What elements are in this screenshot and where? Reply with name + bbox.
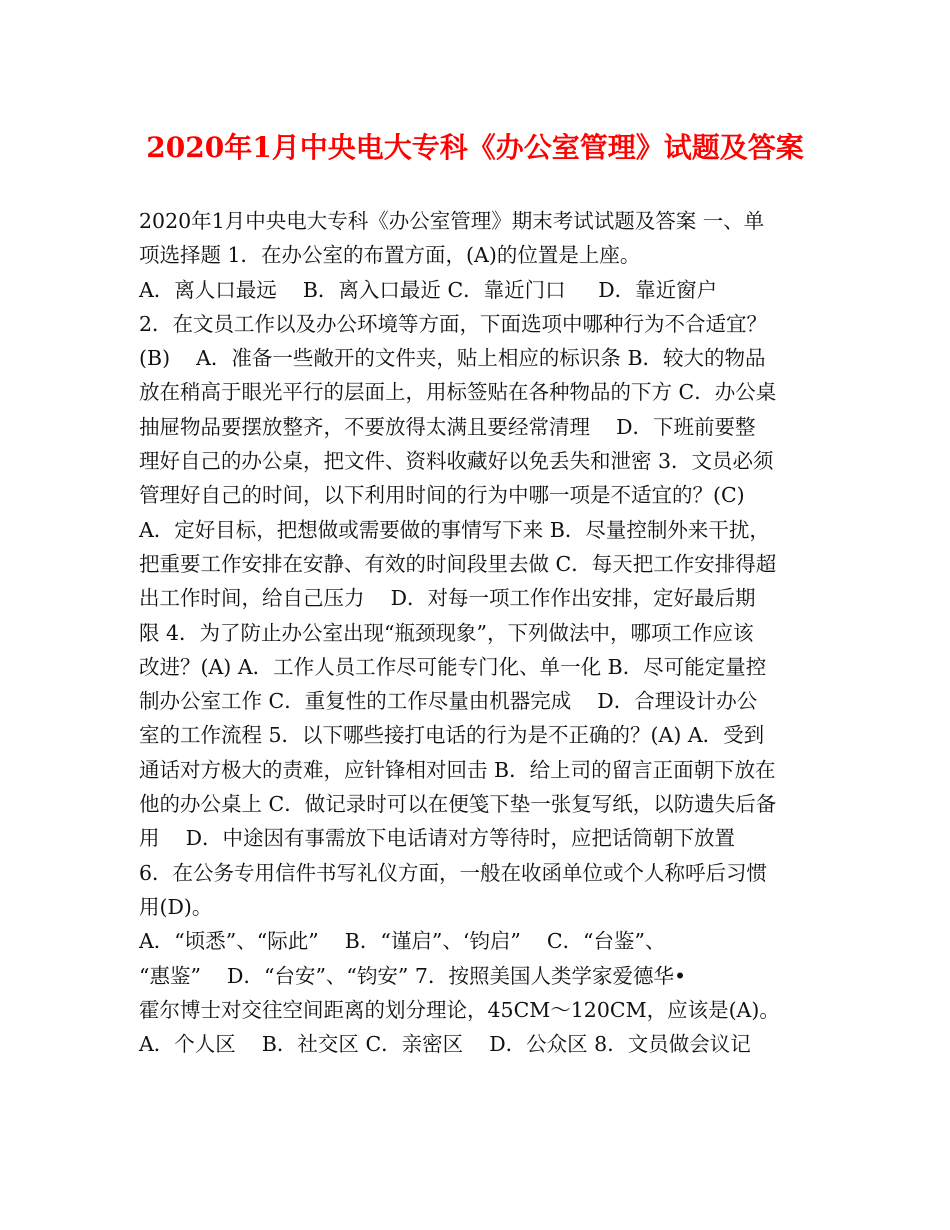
body-line: 2020年1月中央电大专科《办公室管理》期末考试试题及答案 一、单	[139, 209, 765, 233]
body-line: A．个人区 B．社交区 C．亲密区 D．公众区 8．文员做会议记	[139, 1032, 751, 1057]
document-title: 2020年1月中央电大专科《办公室管理》试题及答案	[146, 131, 804, 164]
body-line: 项选择题 1．在办公室的布置方面，(A)的位置是上座。	[139, 243, 641, 268]
body-line: 抽屉物品要摆放整齐，不要放得太满且要经常清理 D．下班前要整	[139, 414, 756, 439]
body-line: 改进？(A) A．工作人员工作尽可能专门化、单一化 B．尽可能定量控	[139, 654, 767, 679]
body-line: 用(D)。	[139, 894, 213, 919]
document-body	[139, 204, 829, 1061]
body-line: 理好自己的办公桌，把文件、资料收藏好以免丢失和泄密 3．文员必须	[139, 449, 774, 474]
body-line: 他的办公桌上 C．做记录时可以在便笺下垫一张复写纸，以防遗失后备	[139, 792, 777, 817]
body-line: 霍尔博士对交往空间距离的划分理论，45CM～120CM，应该是(A)。	[139, 997, 780, 1022]
body-line: 6．在公务专用信件书写礼仪方面，一般在收函单位或个人称呼后习惯	[139, 860, 768, 885]
body-line: 制办公室工作 C．重复性的工作尽量由机器完成 D．合理设计办公	[139, 689, 758, 714]
body-line: 把重要工作安排在安静、有效的时间段里去做 C．每天把工作安排得超	[139, 551, 777, 576]
body-line: 管理好自己的时间，以下利用时间的行为中哪一项是不适宜的？(C)	[139, 483, 745, 508]
body-line: A．“顷悉”、“际此” B．“谨启”、‘钧启” C．“台鉴”、	[139, 929, 666, 954]
body-line: A．离人口最远 B．离入口最近 C．靠近门口 D．靠近窗户	[139, 277, 718, 302]
body-line: 用 D．中途因有事需放下电话请对方等待时，应把话筒朝下放置	[139, 826, 735, 851]
body-line: 室的工作流程 5．以下哪些接打电话的行为是不正确的？(A) A．受到	[139, 723, 765, 748]
body-line: A．定好目标，把想做或需要做的事情写下来 B．尽量控制外来干扰，	[139, 517, 770, 542]
body-line: 出工作时间，给自己压力 D．对每一项工作作出安排，定好最后期	[139, 586, 756, 611]
body-line: 通话对方极大的责难，应针锋相对回击 B．给上司的留言正面朝下放在	[139, 757, 776, 782]
body-line: “惠鉴” D．“台安”、“钧安” 7．按照美国人类学家爱德华•	[139, 963, 687, 988]
body-line: 2．在文员工作以及办公环境等方面，下面选项中哪种行为不合适宜？	[139, 311, 768, 336]
body-line: 放在稍高于眼光平行的层面上，用标签贴在各种物品的下方 C．办公桌	[139, 380, 777, 405]
body-line: 限 4．为了防止办公室出现“瓶颈现象”，下列做法中，哪项工作应该	[139, 620, 754, 645]
body-line: (B) A．准备一些敞开的文件夹，贴上相应的标识条 B．较大的物品	[139, 346, 766, 371]
